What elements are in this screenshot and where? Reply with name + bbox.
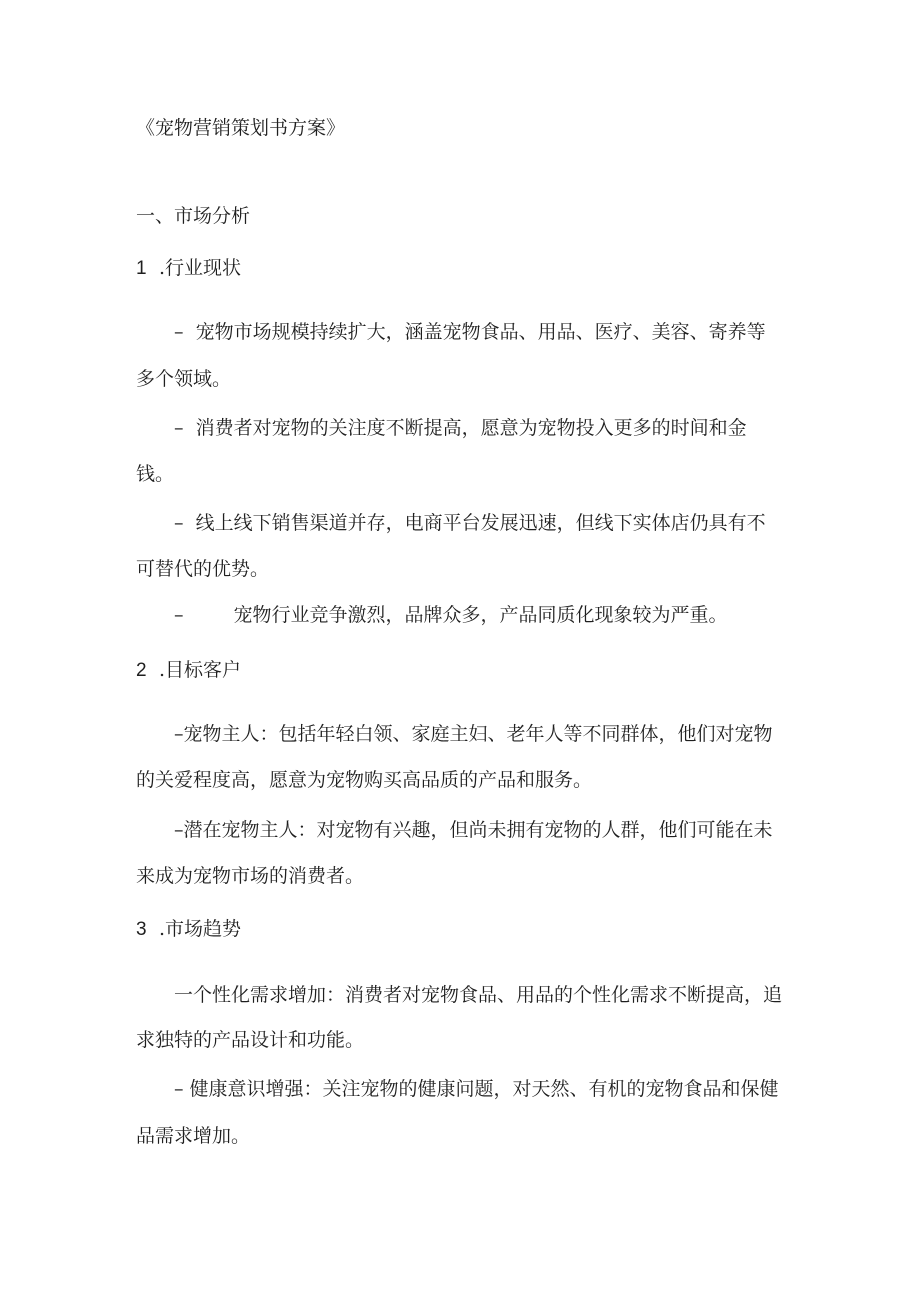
list-item-continuation: 多个领域。	[136, 368, 232, 390]
subsection-title: .目标客户	[159, 659, 242, 681]
list-item-line: – 线上线下销售渠道并存，电商平台发展迅速，但线下实体店仍具有不	[174, 512, 766, 534]
subsection-title: .市场趋势	[159, 918, 242, 940]
list-item-line: – 健康意识增强：关注宠物的健康问题，对天然、有机的宠物食品和保健	[174, 1078, 779, 1100]
list-item-line: –宠物主人：包括年轻白领、家庭主妇、老年人等不同群体，他们对宠物	[174, 723, 773, 745]
list-item-continuation: 来成为宠物市场的消费者。	[136, 865, 365, 887]
list-item-continuation: 品需求增加。	[136, 1125, 251, 1147]
subsection-number: 1	[136, 258, 147, 279]
dash-marker: –	[174, 512, 184, 534]
list-item-line: –潜在宠物主人：对宠物有兴趣，但尚未拥有宠物的人群，他们可能在未	[174, 819, 773, 841]
list-item-continuation: 的关爱程度高，愿意为宠物购买高品质的产品和服务。	[136, 769, 593, 791]
dash-marker: –	[174, 321, 184, 343]
subsection-heading-target-customers	[136, 658, 241, 683]
list-item-continuation: 求独特的产品设计和功能。	[136, 1029, 365, 1051]
list-item-continuation: 钱。	[136, 463, 175, 485]
list-item-line: – 宠物市场规模持续扩大，涵盖宠物食品、用品、医疗、美容、寄养等	[174, 321, 766, 343]
section-heading-market-analysis: 一、市场分析	[136, 205, 251, 227]
list-item-line: – 宠物行业竞争激烈，品牌众多，产品同质化现象较为严重。	[174, 604, 728, 626]
subsection-number: 3	[136, 919, 147, 940]
subsection-heading-industry-status	[136, 256, 241, 281]
dash-marker: –	[174, 604, 184, 626]
list-item-line: – 消费者对宠物的关注度不断提高，愿意为宠物投入更多的时间和金	[174, 417, 747, 439]
subsection-number: 2	[136, 660, 147, 681]
document-title: 《宠物营销策划书方案》	[136, 117, 346, 139]
list-item-continuation: 可替代的优势。	[136, 558, 270, 580]
subsection-title: .行业现状	[159, 257, 242, 279]
subsection-heading-market-trends	[136, 917, 241, 942]
dash-marker: –	[174, 417, 184, 439]
list-item-line: 一个性化需求增加：消费者对宠物食品、用品的个性化需求不断提高，追	[174, 984, 783, 1006]
